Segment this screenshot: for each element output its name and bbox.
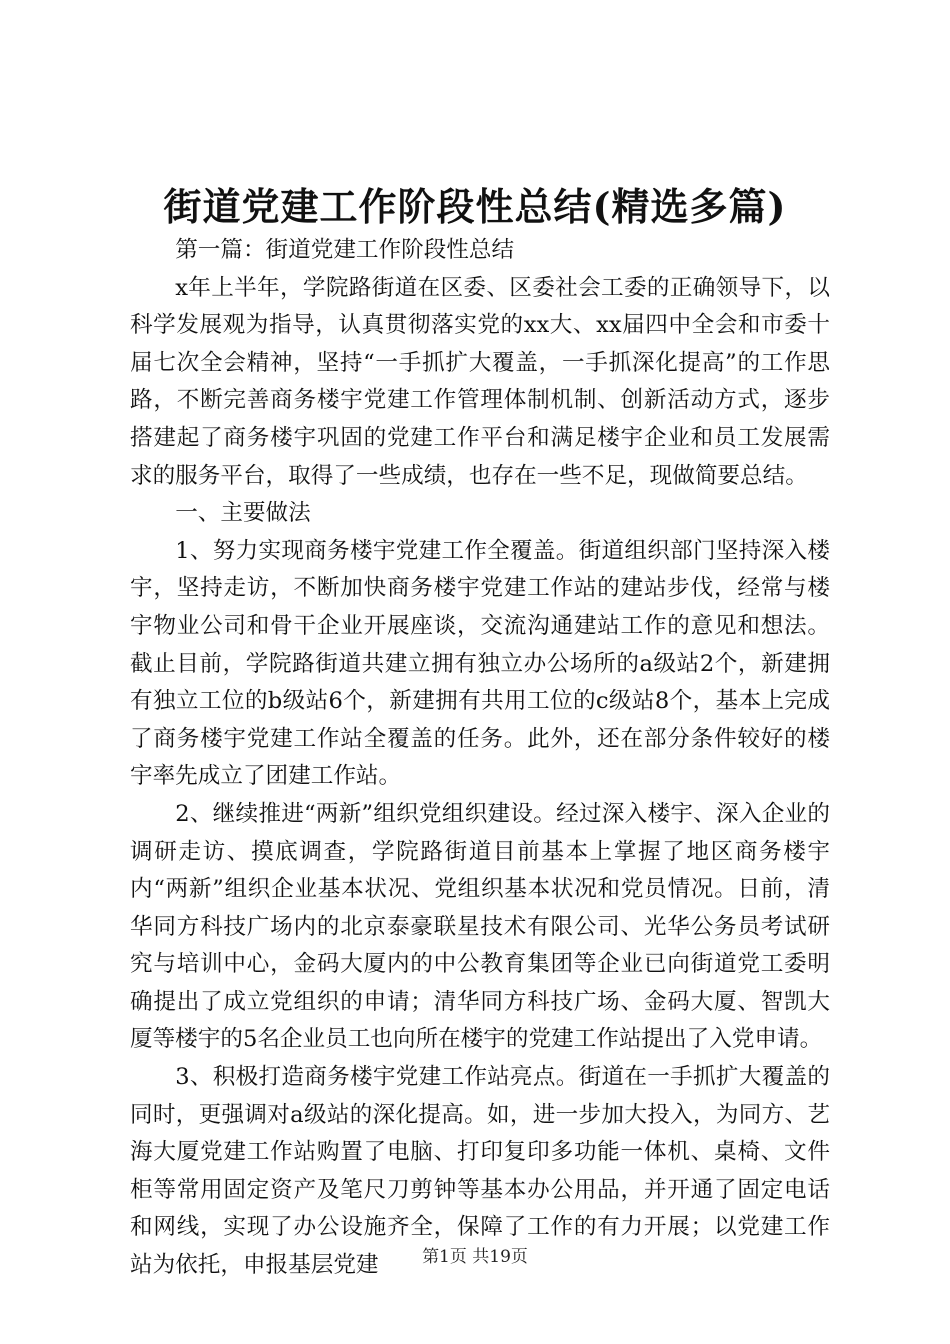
document-title: 街道党建工作阶段性总结(精选多篇): [163, 184, 787, 229]
paragraph: 3、积极打造商务楼宇党建工作站亮点。街道在一手抓扩大覆盖的同时，更强调对a级站的深化提高。如，进一步加大投入，为同方、艺海大厦党建工作站购置了电脑、打印复印多功能一体机、桌椅、文件柜等常用固定资产及笔尺刀剪钟等基本办公用品，并开通了固定电话和网线，实现了办公设施齐全，保障了工作的有力开展；以党建工作站为依托，申报基层党建: [130, 1064, 830, 1279]
paragraph: 2、继续推进“两新”组织党组织建设。经过深入楼宇、深入企业的调研走访、摸底调查，学院路街道目前基本上掌握了地区商务楼宇内“两新”组织企业基本状况、党组织基本状况和党员情况。日前，清华同方科技广场内的北京泰豪联星技术有限公司、光华公务员考试研究与培训中心，金码大厦内的中公教育集团等企业已向街道党工委明确提出了成立党组织的申请；清华同方科技广场、金码大厦、智凯大厦等楼宇的5名企业员工也向所在楼宇的党建工作站提出了入党申请。: [130, 800, 830, 1053]
section-heading: 第一篇：街道党建工作阶段性总结: [175, 237, 515, 263]
page-number-footer: 第1页 共19页: [422, 1247, 528, 1267]
paragraph: 1、努力实现商务楼宇党建工作全覆盖。街道组织部门坚持深入楼宇，坚持走访，不断加快商务楼宇党建工作站的建站步伐，经常与楼宇物业公司和骨干企业开展座谈，交流沟通建站工作的意见和想法。截止目前，学院路街道共建立拥有独立办公场所的a级站2个，新建拥有独立工位的b级站6个，新建拥有共用工位的c级站8个，基本上完成了商务楼宇党建工作站全覆盖的任务。此外，还在部分条件较好的楼宇率先成立了团建工作站。: [130, 537, 830, 790]
paragraph: x年上半年，学院路街道在区委、区委社会工委的正确领导下，以科学发展观为指导，认真贯彻落实党的xx大、xx届四中全会和市委十届七次全会精神，坚持“一手抓扩大覆盖，一手抓深化提高”的工作思路，不断完善商务楼宇党建工作管理体制机制、创新活动方式，逐步搭建起了商务楼宇巩固的党建工作平台和满足楼宇企业和员工发展需求的服务平台，取得了一些成绩，也存在一些不足，现做简要总结。: [130, 274, 830, 489]
subsection-heading: 一、主要做法: [175, 500, 311, 527]
document-body: [130, 232, 830, 1285]
